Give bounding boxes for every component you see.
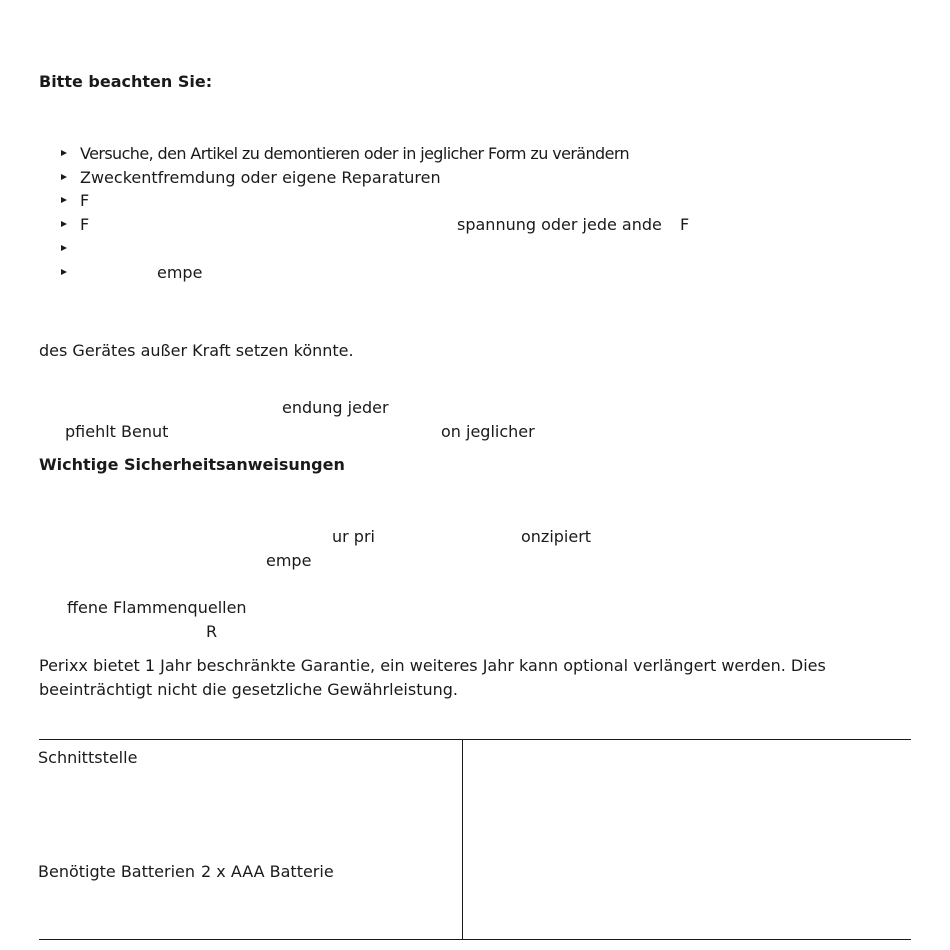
- recommendation-fragment: pfiehlt Benut: [65, 422, 169, 441]
- table-top-border: [39, 739, 911, 740]
- bullet-item: F: [80, 191, 90, 210]
- bullet-marker-icon: [61, 269, 67, 275]
- bullet-marker-icon: [61, 150, 67, 156]
- bullet-marker-icon: [61, 174, 67, 180]
- bullet-marker-icon: [61, 197, 67, 203]
- bullet-item: empe: [157, 263, 203, 282]
- bullet-item: Versuche, den Artikel zu demontieren oder in jeglicher Form zu verändern: [80, 144, 630, 163]
- table-column-divider: [462, 739, 463, 940]
- recommendation-fragment: endung jeder: [282, 398, 389, 417]
- warranty-line: Perixx bietet 1 Jahr beschränkte Garantie, ein weiteres Jahr kann optional verlängert werden. Dies: [39, 656, 826, 675]
- bullet-item-fragment: F: [680, 215, 690, 234]
- notice-closing: des Gerätes außer Kraft setzen könnte.: [39, 341, 354, 360]
- bullet-marker-icon: [61, 245, 67, 251]
- warranty-line: beeinträchtigt nicht die gesetzliche Gewährleistung.: [39, 680, 458, 699]
- safety-fragment: ur pri: [332, 527, 375, 546]
- bullet-item: F: [80, 215, 90, 234]
- spec-battery-label: Benötigte Batterien: [38, 862, 196, 881]
- bullet-marker-icon: [61, 221, 67, 227]
- table-bottom-border: [39, 939, 911, 940]
- spec-interface-label: Schnittstelle: [38, 748, 138, 767]
- safety-fragment: ffene Flammenquellen: [67, 598, 247, 617]
- safety-fragment: onzipiert: [521, 527, 592, 546]
- notice-heading: Bitte beachten Sie:: [39, 72, 213, 91]
- safety-heading: Wichtige Sicherheitsanweisungen: [39, 455, 345, 474]
- bullet-item: Zweckentfremdung oder eigene Reparaturen: [80, 168, 441, 187]
- bullet-item-fragment: spannung oder jede ande: [457, 215, 662, 234]
- spec-battery-value: 2 x AAA Batterie: [201, 862, 334, 881]
- safety-fragment: empe: [266, 551, 312, 570]
- safety-fragment: R: [206, 622, 218, 641]
- recommendation-fragment: on jeglicher: [441, 422, 535, 441]
